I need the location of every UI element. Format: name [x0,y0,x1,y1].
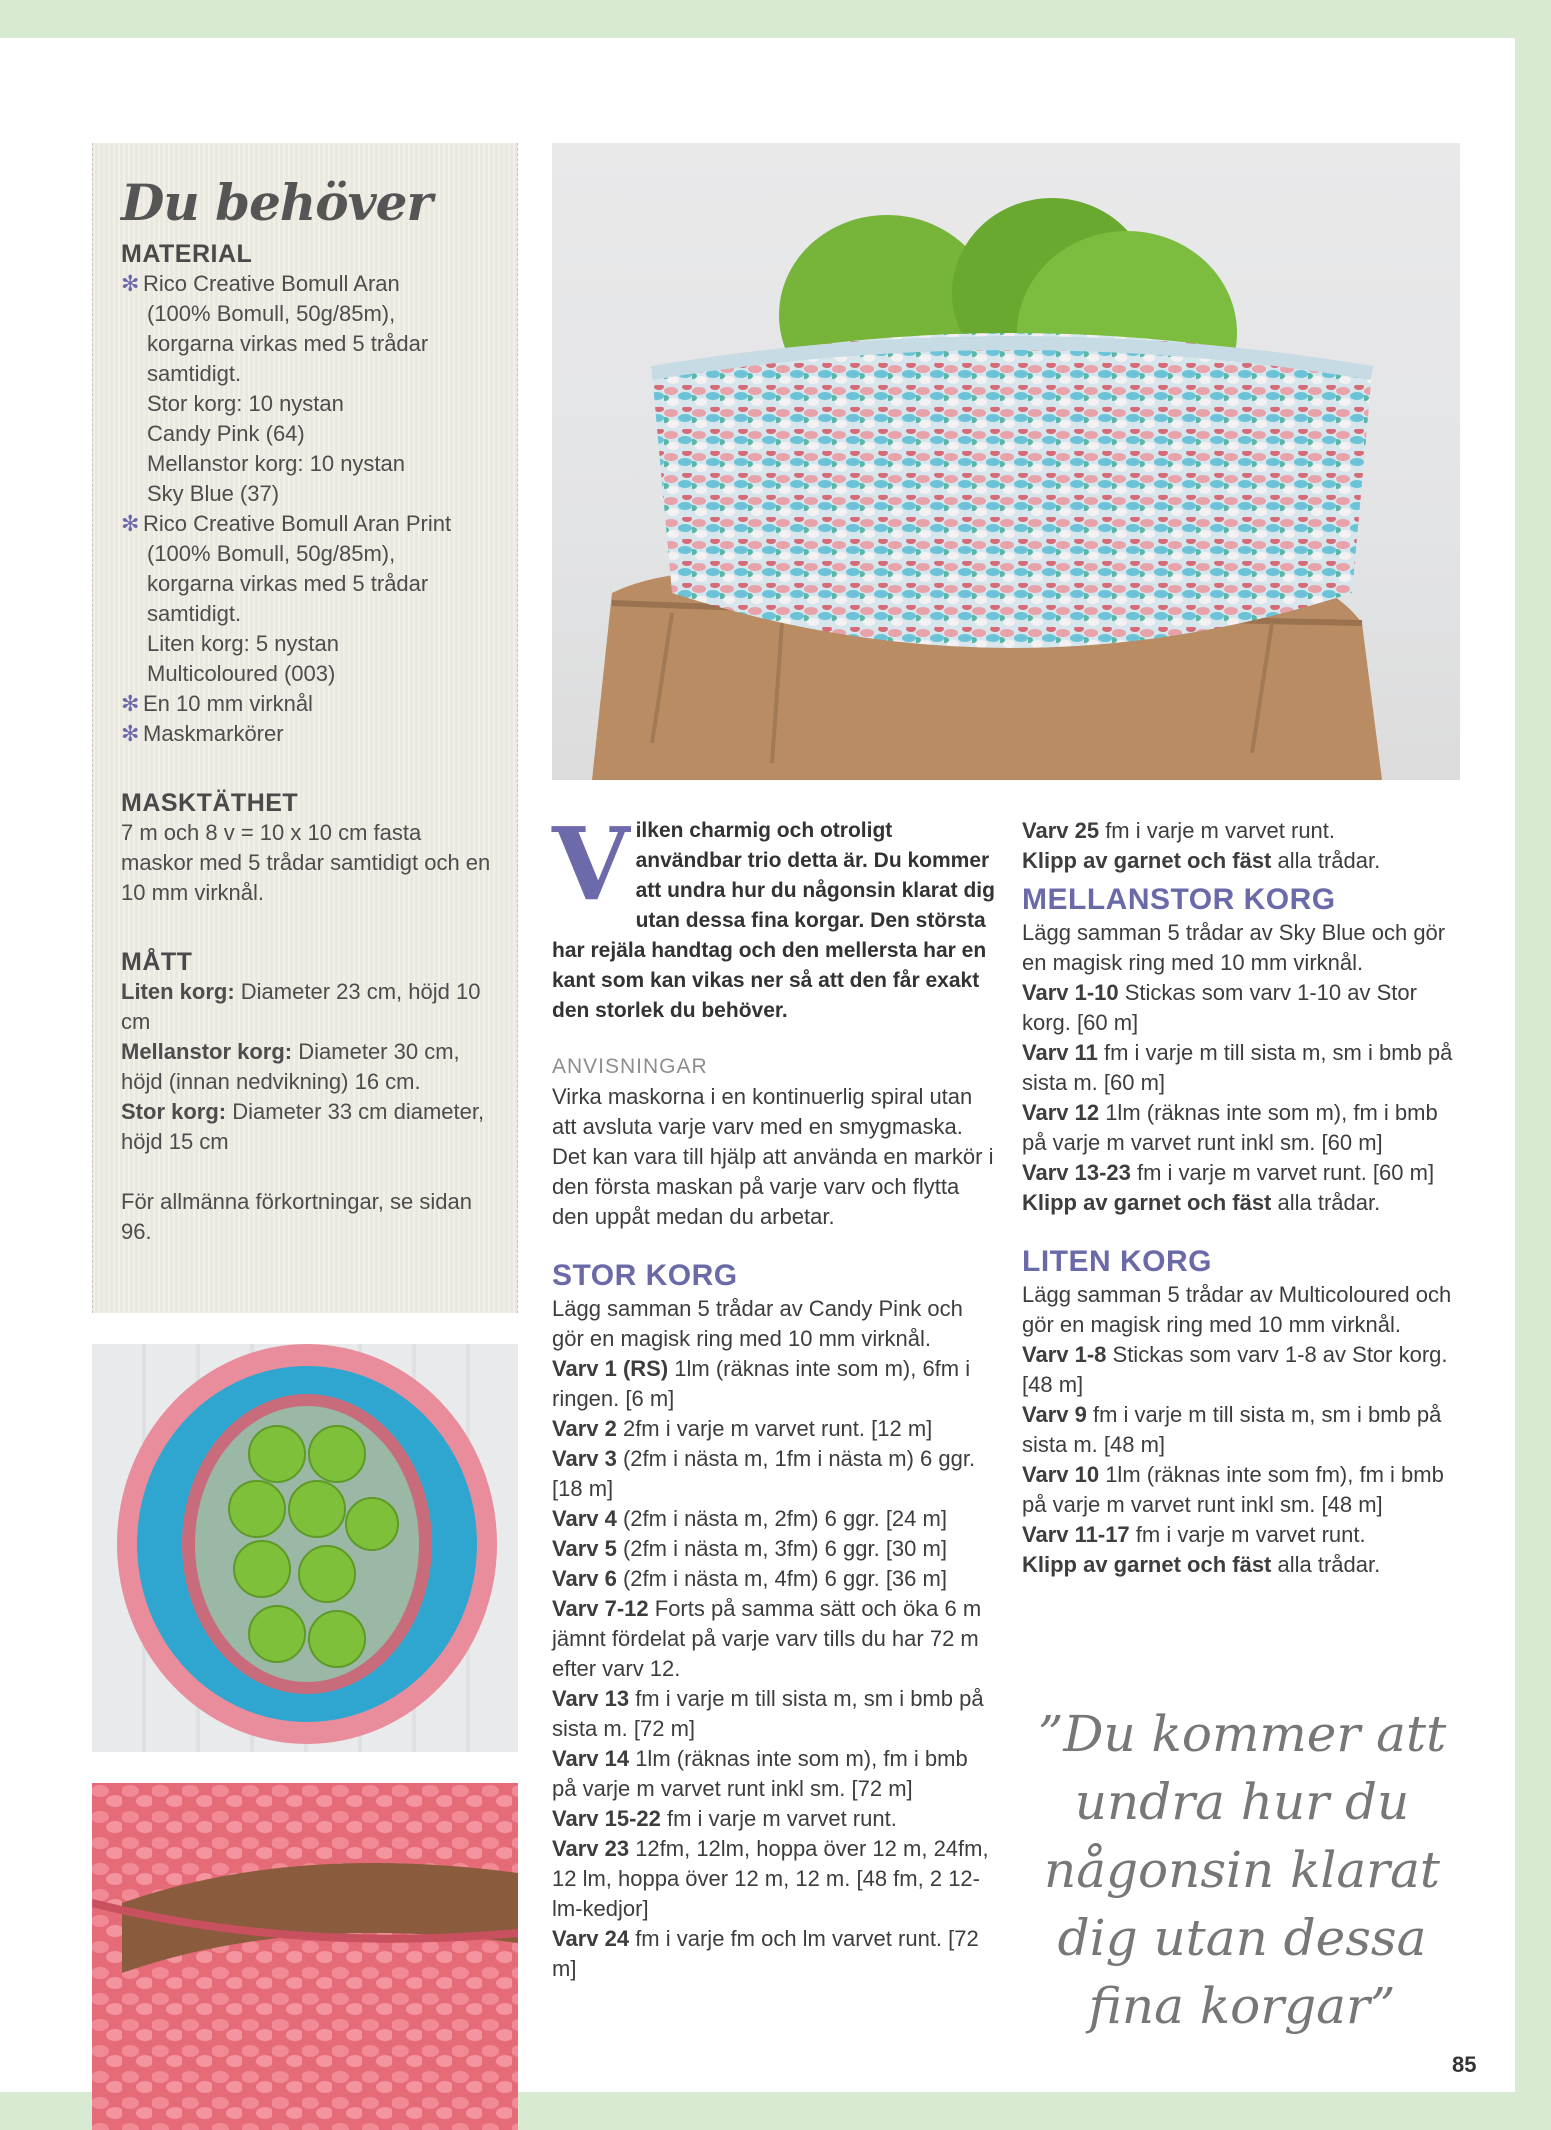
row-label: Varv 4 [552,1506,617,1531]
material-item-text: korgarna virkas med 5 trådar [147,571,429,596]
material-item [121,329,491,359]
mellanstor-korg-heading: MELLANSTOR KORG [1022,883,1336,916]
stor-korg-heading: STOR KORG [552,1259,738,1292]
material-item-text: Liten korg: 5 nystan [147,631,340,656]
pattern-row [552,1414,997,1444]
row-text: alla trådar. [1271,848,1381,873]
basket-illustration [552,143,1460,780]
sidebar-title: Du behöver [121,173,432,232]
material-item [121,389,491,419]
material-item [121,359,491,389]
row-label: Klipp av garnet och fäst [1022,1552,1272,1577]
stor-korg-rows [552,1354,997,1984]
row-text: fm i varje m varvet runt. [660,1806,897,1831]
row-text: 2fm i varje m varvet runt. [12 m] [616,1416,933,1441]
material-heading: MATERIAL [121,240,253,268]
size-entry [121,1037,491,1097]
pattern-row [1022,1038,1467,1098]
row-text: 12fm, 12lm, hoppa över 12 m, 24fm, 12 lm, hoppa över 12 m, 12 m. [48 fm, 2 12-lm-kedjor] [552,1836,989,1921]
material-item-text: Rico Creative Bomull Aran [143,271,400,296]
size-entry [121,977,491,1037]
gauge-text: 7 m och 8 v = 10 x 10 cm fasta maskor med 5 trådar samtidigt och en 10 mm virknål. [121,820,491,905]
row-label: Varv 2 [552,1416,617,1441]
pattern-row [552,1804,997,1834]
pattern-row [1022,1550,1467,1580]
abbreviation-note: För allmänna förkortningar, se sidan 96. [121,1189,472,1244]
row-text: Stickas som varv 1-10 av Stor korg. [60 m] [1022,980,1417,1035]
row-label: Varv 9 [1022,1402,1087,1427]
nested-baskets-illustration [92,1344,518,1752]
material-item [121,569,491,599]
material-item [121,299,491,329]
size-entry [121,1097,491,1157]
row-text: fm i varje m varvet runt. [1099,818,1336,843]
gauge-heading: MASKTÄTHET [121,789,299,817]
size-label: Mellanstor korg: [121,1039,293,1064]
row-label: Varv 14 [552,1746,630,1771]
material-item [121,629,491,659]
material-list [121,269,491,749]
bullet-star-icon: ✻ [121,511,140,536]
page-number: 85 [1452,2052,1477,2077]
material-item-text: Stor korg: 10 nystan [147,391,344,416]
column-left [552,805,997,1984]
instructions-heading: ANVISNINGAR [552,1055,708,1078]
pink-crochet-illustration [92,1783,518,2130]
material-item [121,269,491,299]
bullet-star-icon: ✻ [121,691,140,716]
pattern-row [1022,1098,1467,1158]
row-label: Varv 25 [1022,818,1100,843]
row-text: fm i varje fm och lm varvet runt. [72 m] [552,1926,979,1981]
pattern-row [1022,1460,1467,1520]
row-text: fm i varje m varvet runt. [1129,1522,1366,1547]
row-label: Varv 24 [552,1926,630,1951]
row-text: 1lm (räknas inte som m), fm i bmb på varje m varvet runt inkl sm. [60 m] [1022,1100,1438,1155]
row-text: (2fm i nästa m, 1fm i nästa m) 6 ggr. [18 m] [552,1446,976,1501]
row-label: Varv 6 [552,1566,617,1591]
row-text: fm i varje m till sista m, sm i bmb på sista m. [60 m] [1022,1040,1453,1095]
row-text: alla trådar. [1271,1190,1381,1215]
stor-korg-intro: Lägg samman 5 trådar av Candy Pink och gör en magisk ring med 10 mm virknål. [552,1296,963,1351]
intro-dropcap: V [552,805,630,923]
material-item-text: samtidigt. [147,601,242,626]
size-heading: MÅTT [121,948,193,976]
row-text: Stickas som varv 1-8 av Stor korg. [48 m] [1022,1342,1448,1397]
row-text: fm i varje m till sista m, sm i bmb på sista m. [48 m] [1022,1402,1442,1457]
row-label: Varv 11-17 [1022,1522,1130,1547]
pattern-row [552,1564,997,1594]
pattern-row [1022,1340,1467,1400]
row-label: Varv 3 [552,1446,617,1471]
material-item [121,449,491,479]
size-text: Diameter 23 cm, höjd 10 cm [121,979,481,1034]
row-label: Varv 12 [1022,1100,1100,1125]
pattern-row [552,1684,997,1744]
baskets-topview-photo [92,1344,518,1752]
pink-basket-closeup-photo [92,1783,518,2130]
pattern-row [1022,1158,1467,1188]
material-item [121,599,491,629]
pattern-row [552,1924,997,1984]
material-item-text: Multicoloured (003) [147,661,336,686]
pattern-row [552,1534,997,1564]
material-item [121,419,491,449]
material-item [121,539,491,569]
row-text: fm i varje m varvet runt. [60 m] [1130,1160,1435,1185]
row-label: Varv 10 [1022,1462,1100,1487]
stor-korg-rows-continued [1022,816,1467,876]
row-label: Varv 1-8 [1022,1342,1107,1367]
material-item-text: Candy Pink (64) [147,421,305,446]
material-item-text: En 10 mm virknål [143,691,313,716]
row-text: (2fm i nästa m, 2fm) 6 ggr. [24 m] [616,1506,947,1531]
row-label: Klipp av garnet och fäst [1022,1190,1272,1215]
material-item [121,509,491,539]
liten-korg-intro: Lägg samman 5 trådar av Multicoloured och gör en magisk ring med 10 mm virknål. [1022,1282,1452,1337]
material-item [121,719,491,749]
size-text: Diameter 30 cm, höjd (innan nedvikning) 16 cm. [121,1039,460,1094]
material-item-text: Mellanstor korg: 10 nystan [147,451,406,476]
pattern-row [552,1834,997,1924]
row-text: 1lm (räknas inte som m), fm i bmb på varje m varvet runt inkl sm. [72 m] [552,1746,968,1801]
pattern-row [552,1594,997,1684]
materials-sidebar [92,143,518,1313]
material-item-text: Rico Creative Bomull Aran Print [143,511,452,536]
material-item [121,479,491,509]
material-item [121,659,491,689]
row-text: fm i varje m till sista m, sm i bmb på sista m. [72 m] [552,1686,984,1741]
row-label: Varv 11 [1022,1040,1098,1065]
basket-photo-main [552,143,1460,780]
material-item-text: samtidigt. [147,361,242,386]
pattern-row [1022,846,1467,876]
row-label: Varv 13 [552,1686,630,1711]
row-text: (2fm i nästa m, 3fm) 6 ggr. [30 m] [616,1536,947,1561]
material-item-text: Maskmarkörer [143,721,284,746]
liten-korg-rows [1022,1340,1467,1580]
size-text: Diameter 33 cm diameter, höjd 15 cm [121,1099,485,1154]
pattern-row [1022,816,1467,846]
row-label: Varv 5 [552,1536,617,1561]
liten-korg-heading: LITEN KORG [1022,1245,1212,1278]
row-text: 1lm (räknas inte som fm), fm i bmb på varje m varvet runt inkl sm. [48 m] [1022,1462,1444,1517]
pattern-row [1022,978,1467,1038]
instructions-text: Virka maskorna i en kontinuerlig spiral utan att avsluta varje varv med en smygmaska. Det kan vara till hjälp att använda en markör i den första maskan på varje varv och flytta den uppåt medan du arbetar. [552,1084,994,1229]
size-label: Stor korg: [121,1099,227,1124]
row-label: Varv 15-22 [552,1806,661,1831]
row-label: Varv 1-10 [1022,980,1119,1005]
material-item-text: Sky Blue (37) [147,481,280,506]
material-item-text: (100% Bomull, 50g/85m), [147,541,396,566]
pattern-row [552,1744,997,1804]
intro-paragraph [552,805,997,1026]
pattern-row [1022,1400,1467,1460]
pull-quote: ”Du kommer att undra hur du någonsin klarat dig utan dessa fina korgar” [1037,1705,1447,2035]
intro-text: ilken charmig och otroligt användbar trio detta är. Du kommer att undra hur du någonsin klarat dig utan dessa fina korgar. Den största har rejäla handtag och den mellersta har en kant som kan vikas ner så att den får exakt den storlek du behöver. [552,819,995,1022]
pattern-row [1022,1188,1467,1218]
material-item [121,689,491,719]
column-right [1022,816,1467,1580]
material-item-text: (100% Bomull, 50g/85m), [147,301,396,326]
row-text: (2fm i nästa m, 4fm) 6 ggr. [36 m] [616,1566,947,1591]
bullet-star-icon: ✻ [121,271,140,296]
row-text: Forts på samma sätt och öka 6 m jämnt fördelat på varje varv tills du har 72 m efter varv 12. [552,1596,982,1681]
mellanstor-korg-rows [1022,978,1467,1218]
size-label: Liten korg: [121,979,235,1004]
row-text: alla trådar. [1271,1552,1381,1577]
mellanstor-korg-intro: Lägg samman 5 trådar av Sky Blue och gör en magisk ring med 10 mm virknål. [1022,920,1446,975]
row-label: Klipp av garnet och fäst [1022,848,1272,873]
row-label: Varv 7-12 [552,1596,649,1621]
row-label: Varv 13-23 [1022,1160,1131,1185]
row-text: 1lm (räknas inte som m), 6fm i ringen. [6 m] [552,1356,971,1411]
row-label: Varv 23 [552,1836,630,1861]
pattern-row [552,1354,997,1414]
bullet-star-icon: ✻ [121,721,140,746]
material-item-text: korgarna virkas med 5 trådar [147,331,429,356]
row-label: Varv 1 (RS) [552,1356,669,1381]
pattern-row [1022,1520,1467,1550]
pattern-row [552,1444,997,1504]
pattern-row [552,1504,997,1534]
size-list [121,977,491,1157]
